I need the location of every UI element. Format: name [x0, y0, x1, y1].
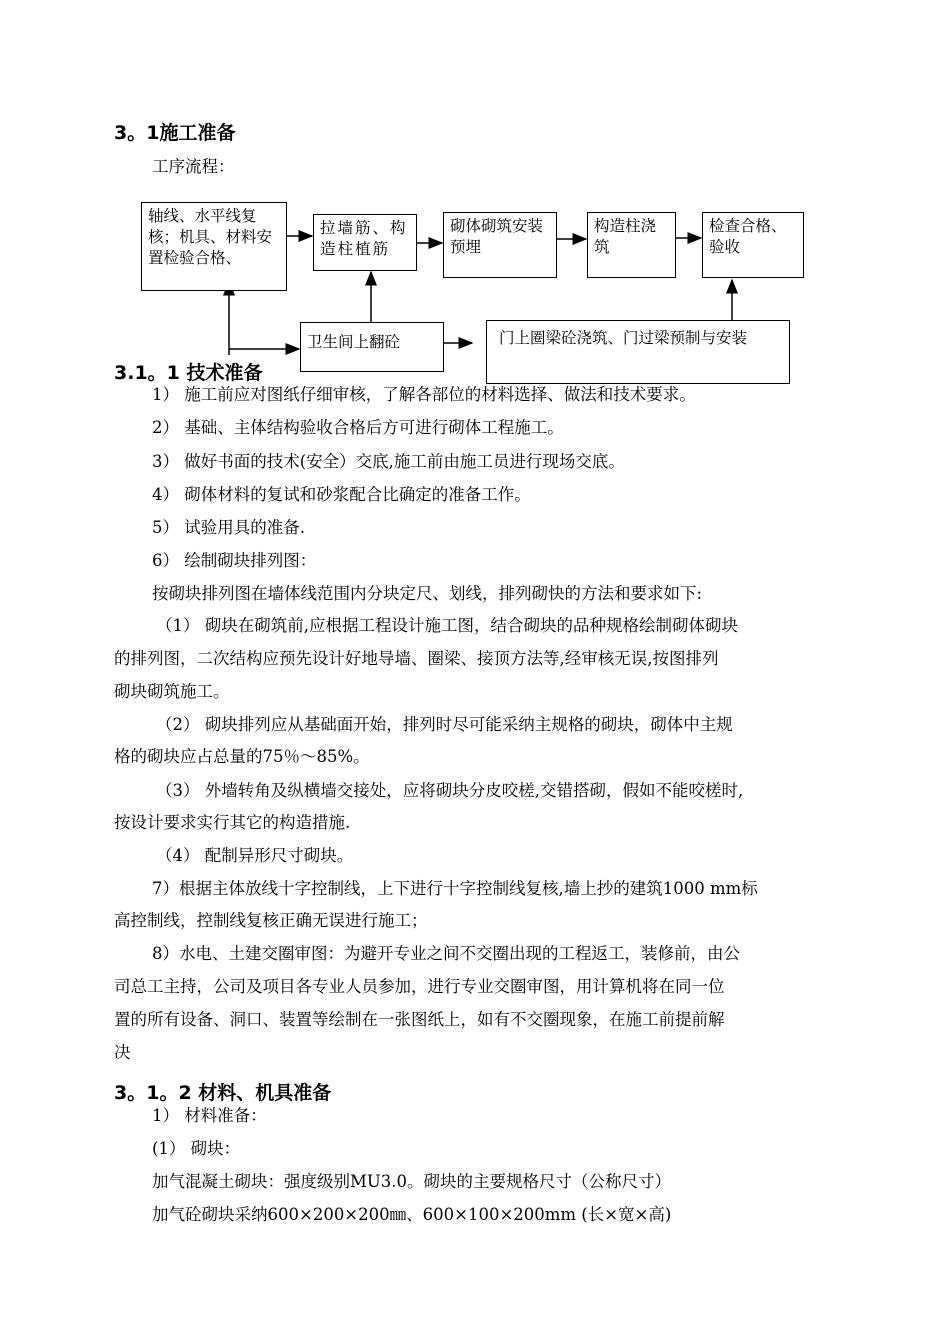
flow-box-inspection: 检查合格、验收 — [702, 212, 804, 278]
tech-item-2: 2） 基础、主体结构验收合格后方可进行砌体工程施工。 — [152, 418, 564, 437]
materials-line-3: 加气混凝土砌块：强度级别MU3.0。砌块的主要规格尺寸（公称尺寸） — [152, 1172, 672, 1191]
flow-box-wall-rebar: 拉墙筋、构造柱植筋 — [313, 214, 417, 271]
tech-item-5: 5） 试验用具的准备. — [152, 518, 305, 537]
tech-item-8-line-1: 8）水电、土建交圈审图：为避开专业之间不交圈出现的工程返工，装修前，由公 — [152, 944, 740, 963]
tech-item-7-line-2: 高控制线，控制线复核正确无误进行施工； — [114, 911, 428, 930]
tech-item-8-line-3: 置的所有设备、洞口、装置等绘制在一张图纸上，如有不交圈现象，在施工前提前解 — [114, 1010, 725, 1029]
flow-box-bathroom-curb: 卫生间上翻砼 — [300, 322, 444, 372]
sub-item-1-line-3: 砌块砌筑施工。 — [114, 682, 230, 701]
flow-box-axis-check: 轴线、水平线复核；机具、材料安置检验合格、 — [141, 202, 287, 291]
tech-item-4: 4） 砌体材料的复试和砂浆配合比确定的准备工作。 — [152, 485, 531, 504]
tech-prep-title: 3.1。1 技术准备 — [114, 362, 263, 384]
sub-item-2-line-1: （2） 砌块排列应从基础面开始，排列时尽可能采纳主规格的砌块，砌体中主规 — [156, 715, 733, 734]
tech-item-3: 3） 做好书面的技术(安全）交底,施工前由施工员进行现场交底。 — [152, 452, 625, 471]
materials-title: 3。1。2 材料、机具准备 — [114, 1082, 332, 1104]
sub-item-1-line-1: （1） 砌块在砌筑前,应根据工程设计施工图，结合砌块的品种规格绘制砌体砌块 — [156, 616, 738, 635]
flow-box-masonry: 砌体砌筑安装预埋 — [443, 212, 557, 278]
sub-item-3-line-1: （3） 外墙转角及纵横墙交接处，应将砌块分皮咬槎,交错搭砌，假如不能咬槎时, — [156, 781, 744, 800]
tech-item-1: 1） 施工前应对图纸仔细审核，了解各部位的材料选择、做法和技术要求。 — [152, 385, 696, 404]
process-label: 工序流程： — [152, 157, 235, 176]
tech-item-8-line-2: 司总工主持，公司及项目各专业人员参加，进行专业交圈审图，用计算机将在同一位 — [114, 977, 725, 996]
materials-line-1: 1） 材料准备： — [152, 1106, 267, 1125]
tech-item-8-line-4: 决 — [114, 1043, 131, 1062]
materials-line-4: 加气砼砌块采纳600×200×200㎜、600×100×200mm (长×宽×高) — [152, 1205, 672, 1224]
sub-item-2-line-2: 格的砌块应占总量的75％～85%。 — [114, 747, 370, 766]
tech-item-7-line-1: 7）根据主体放线十字控制线，上下进行十字控制线复核,墙上抄的建筑1000 mm标 — [152, 879, 758, 898]
flow-box-lintel: 门上圈梁砼浇筑、门过梁预制与安装 — [486, 320, 790, 384]
materials-line-2: (1） 砌块： — [152, 1139, 241, 1158]
flow-box-column-pour: 构造柱浇筑 — [587, 212, 676, 278]
sub-item-4: （4） 配制异形尺寸砌块。 — [156, 846, 354, 865]
flowchart-connectors — [0, 0, 950, 400]
sub-item-3-line-2: 按设计要求实行其它的构造措施. — [114, 813, 351, 832]
arrangement-intro: 按砌块排列图在墙体线范围内分块定尺、划线，排列砌快的方法和要求如下: — [152, 584, 703, 603]
tech-item-6: 6） 绘制砌块排列图： — [152, 551, 317, 570]
section-title: 3。1施工准备 — [114, 122, 236, 144]
sub-item-1-line-2: 的排列图，二次结构应预先设计好地导墙、圈梁、接顶方法等,经审核无误,按图排列 — [114, 649, 719, 668]
